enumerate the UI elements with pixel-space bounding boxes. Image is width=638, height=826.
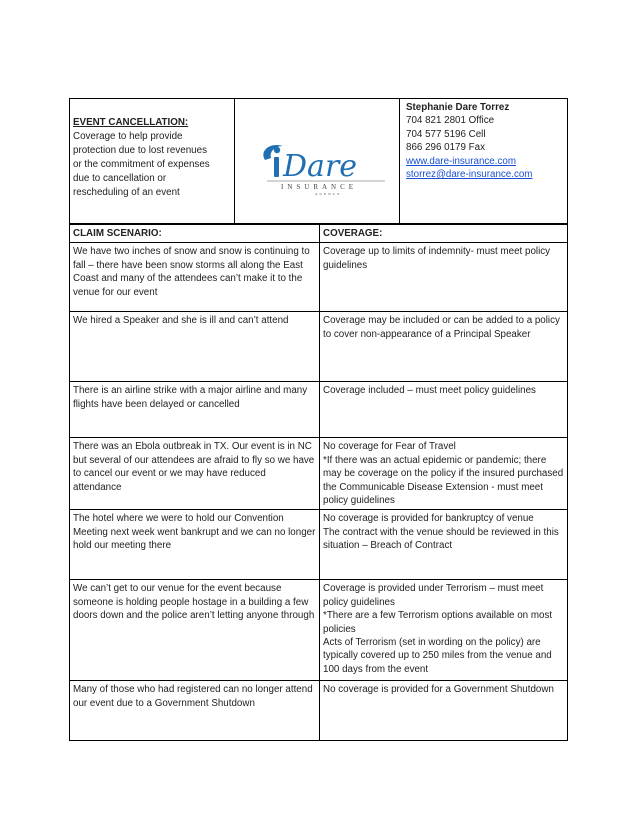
description-line: Coverage to help provide xyxy=(73,131,183,142)
office-phone: 704 821 2801 Office xyxy=(406,115,495,127)
description-line: rescheduling of an event xyxy=(73,187,180,198)
cell-phone: 704 577 5196 Cell xyxy=(406,128,486,140)
table-row xyxy=(70,681,568,741)
table-row xyxy=(70,243,568,312)
contact-cell xyxy=(400,99,567,223)
table-row xyxy=(70,312,568,382)
description-line: or the commitment of expenses xyxy=(73,159,210,170)
table-row xyxy=(70,438,568,510)
event-cancellation-title: EVENT CANCELLATION: xyxy=(73,117,189,128)
logo-cell xyxy=(235,99,400,223)
header-claim-scenario: CLAIM SCENARIO: xyxy=(70,225,320,243)
scenario-cell: We hired a Speaker and she is ill and can’t attend xyxy=(70,312,320,382)
scenario-cell: Many of those who had registered can no longer attend our event due to a Government Shutdown xyxy=(70,681,320,741)
description-line: protection due to lost revenues xyxy=(73,145,207,156)
table-header-row xyxy=(70,225,568,243)
claims-table xyxy=(69,224,568,741)
scenario-cell: We have two inches of snow and snow is continuing to fall – there have been snow storms all along the East Coast and many of the attendees can’t make it to the venue for our event xyxy=(70,243,320,312)
table-row xyxy=(70,382,568,438)
event-cancellation-cell xyxy=(70,99,235,223)
document xyxy=(69,98,568,741)
coverage-cell: Coverage included – must meet policy guidelines xyxy=(320,382,568,438)
fax-number: 866 296 0179 Fax xyxy=(406,142,485,154)
website-link[interactable]: www.dare-insurance.com xyxy=(406,155,516,167)
coverage-cell: Coverage up to limits of indemnity- must meet policy guidelines xyxy=(320,243,568,312)
dare-insurance-logo xyxy=(257,132,389,196)
scenario-cell: The hotel where we were to hold our Convention Meeting next week went bankrupt and we can no longer hold our meeting there xyxy=(70,510,320,580)
coverage-cell: No coverage is provided for bankruptcy of venue The contract with the venue should be reviewed in this situation – Breach of Contract xyxy=(320,510,568,580)
header-coverage: COVERAGE: xyxy=(320,225,568,243)
header-block xyxy=(69,98,568,224)
scenario-cell: There was an Ebola outbreak in TX. Our event is in NC but several of our attendees are afraid to fly so we have to cancel our event or we may have reduced attendance xyxy=(70,438,320,510)
coverage-cell: No coverage is provided for a Government Shutdown xyxy=(320,681,568,741)
table-row xyxy=(70,510,568,580)
coverage-cell: Coverage may be included or can be added to a policy to cover non-appearance of a Principal Speaker xyxy=(320,312,568,382)
email-link[interactable]: storrez@dare-insurance.com xyxy=(406,169,533,181)
contact-name: Stephanie Dare Torrez xyxy=(406,102,510,113)
table-row xyxy=(70,580,568,681)
coverage-cell: No coverage for Fear of Travel *If there was an actual epidemic or pandemic; there may be coverage on the policy if the insured purchased the Communicable Disease Extension - must meet policy guidelines xyxy=(320,438,568,510)
svg-text:AGENCY: AGENCY xyxy=(315,192,342,196)
description-line: due to cancellation or xyxy=(73,173,167,184)
scenario-cell: There is an airline strike with a major airline and many flights have been delayed or cancelled xyxy=(70,382,320,438)
coverage-cell: Coverage is provided under Terrorism – must meet policy guidelines *There are a few Terrorism options available on most policies Acts of Terrorism (set in wording on the policy) are typically covered up to 250 miles from the venue and 100 days from the event xyxy=(320,580,568,681)
svg-text:INSURANCE: INSURANCE xyxy=(281,183,358,191)
scenario-cell: We can’t get to our venue for the event because someone is holding people hostage in a building a few doors down and the police aren’t letting anyone through xyxy=(70,580,320,681)
svg-text:Dare: Dare xyxy=(283,149,358,184)
